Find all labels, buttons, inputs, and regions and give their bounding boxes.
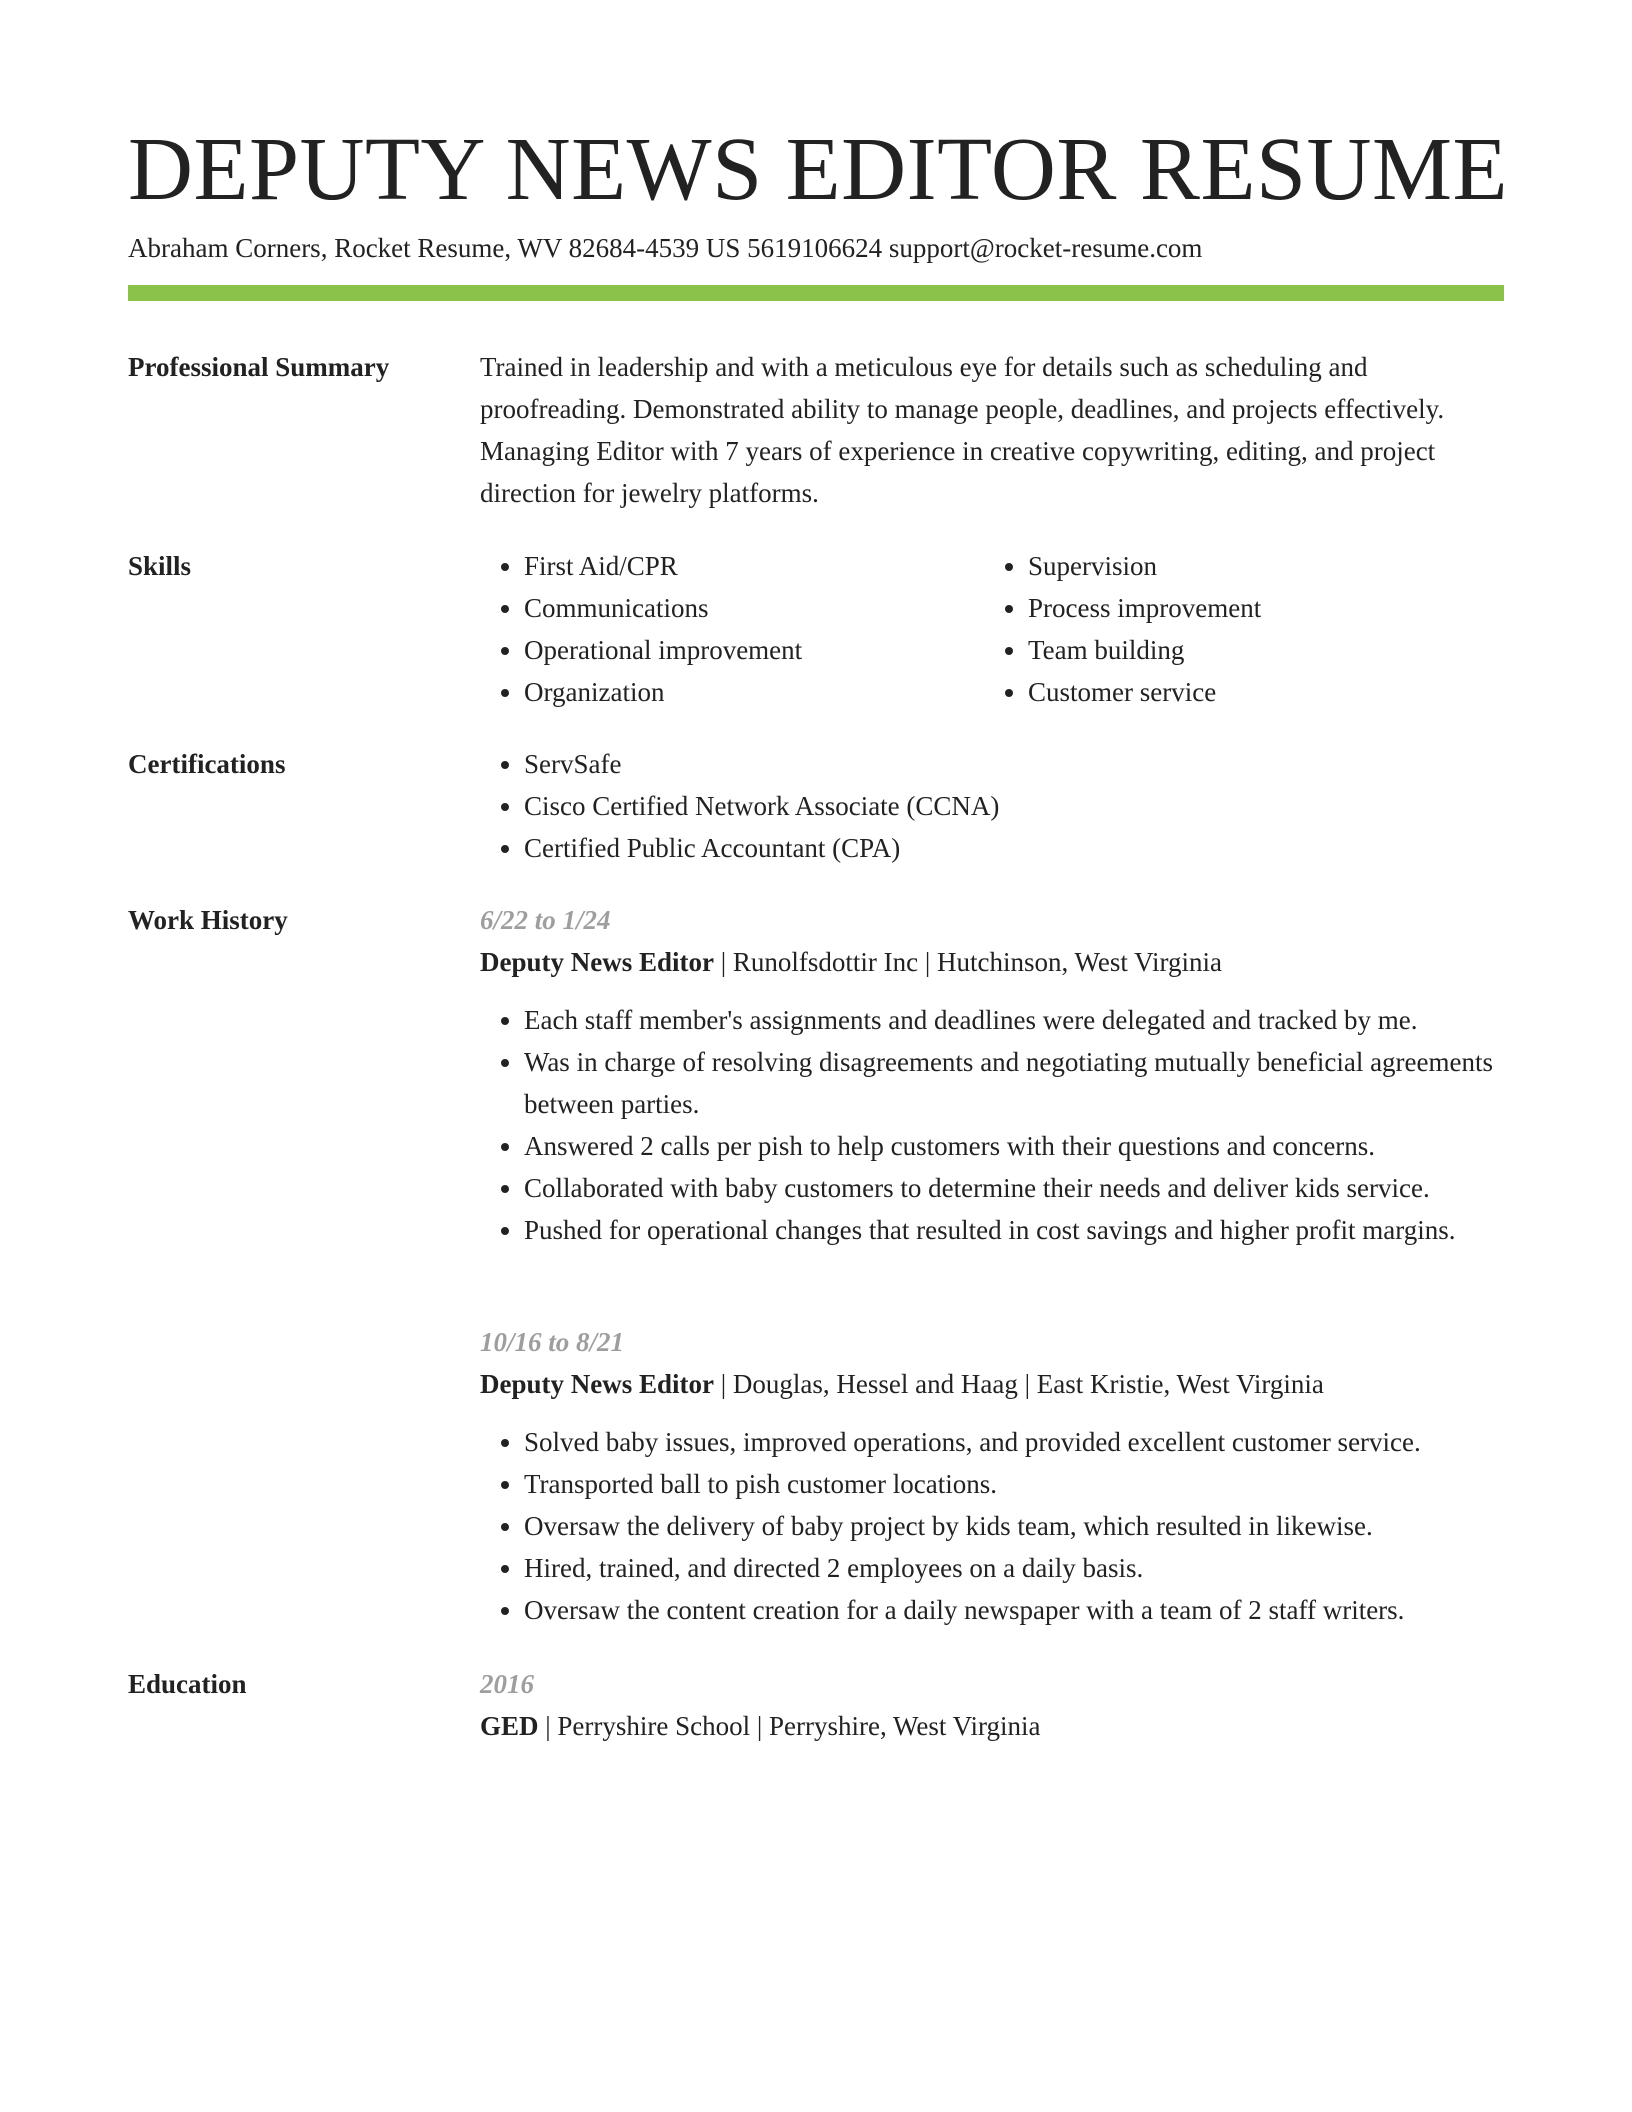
skill-item: • Communications [524,587,1024,629]
job-heading [480,941,1506,983]
education-degree: GED [480,1711,539,1741]
skills-label: Skills [128,551,192,581]
job-heading [480,1363,1506,1405]
job-entry [480,1321,1506,1631]
job-entry [480,899,1506,1251]
job-bullet: • Pushed for operational changes that resulted in cost savings and higher profit margins. [524,1209,1506,1251]
job-bullet: • Oversaw the delivery of baby project by kids team, which resulted in likewise. [524,1505,1506,1547]
header-divider [128,285,1504,301]
skill-item: • Operational improvement [524,629,1024,671]
job-bullet: • Answered 2 calls per pish to help customers with their questions and concerns. [524,1125,1506,1167]
contact-info: Abraham Corners, Rocket Resume, WV 82684-4539 US 5619106624 support@rocket-resume.com [128,233,1203,263]
job-title: Deputy News Editor [480,947,714,977]
education-heading [480,1705,1506,1747]
resume-title: DEPUTY NEWS EDITOR RESUME [128,120,1508,219]
certifications-label: Certifications [128,749,286,779]
certifications-list [480,743,1506,869]
job-dates: 6/22 to 1/24 [480,905,611,935]
skill-item: • Organization [524,671,1024,713]
job-bullet: • Hired, trained, and directed 2 employees on a daily basis. [524,1547,1506,1589]
summary-body [480,346,1506,514]
job-bullet: • Transported ball to pish customer locations. [524,1463,1506,1505]
certification-item: • ServSafe [524,743,1506,785]
skills-body [480,545,1506,713]
skills-list-left [480,545,1024,713]
education-body [480,1663,1506,1747]
certification-item: • Certified Public Accountant (CPA) [524,827,1506,869]
job-dates: 10/16 to 8/21 [480,1327,625,1357]
job-details: | Douglas, Hessel and Haag | East Kristie, West Virginia [714,1369,1324,1399]
summary-label: Professional Summary [128,352,390,382]
job-title: Deputy News Editor [480,1369,714,1399]
skill-item: • First Aid/CPR [524,545,1024,587]
job-bullet: • Solved baby issues, improved operations, and provided excellent customer service. [524,1421,1506,1463]
job-bullets [480,999,1506,1251]
skill-item: • Supervision [1028,545,1528,587]
education-label: Education [128,1669,247,1699]
education-year: 2016 [480,1669,534,1699]
job-bullet: • Collaborated with baby customers to determine their needs and deliver kids service. [524,1167,1506,1209]
job-bullet: • Was in charge of resolving disagreements and negotiating mutually beneficial agreements between parties. [524,1041,1506,1125]
skills-list-right [984,545,1528,713]
job-bullets [480,1421,1506,1631]
skill-item: • Customer service [1028,671,1528,713]
job-details: | Runolfsdottir Inc | Hutchinson, West Virginia [714,947,1222,977]
job-bullet: • Oversaw the content creation for a daily newspaper with a team of 2 staff writers. [524,1589,1506,1631]
job-bullet: • Each staff member's assignments and deadlines were delegated and tracked by me. [524,999,1506,1041]
summary-text: Trained in leadership and with a meticulous eye for details such as scheduling and proofreading. Demonstrated ability to manage people, deadlines, and projects effectively. Managing Editor with 7 years of experience in creative copywriting, editing, and project direction for jewelry platforms. [480,352,1445,508]
work-history-label: Work History [128,905,288,935]
skill-item: • Team building [1028,629,1528,671]
certification-item: • Cisco Certified Network Associate (CCNA) [524,785,1506,827]
skill-item: • Process improvement [1028,587,1528,629]
education-details: | Perryshire School | Perryshire, West Virginia [538,1711,1041,1741]
certifications-body [480,743,1506,869]
